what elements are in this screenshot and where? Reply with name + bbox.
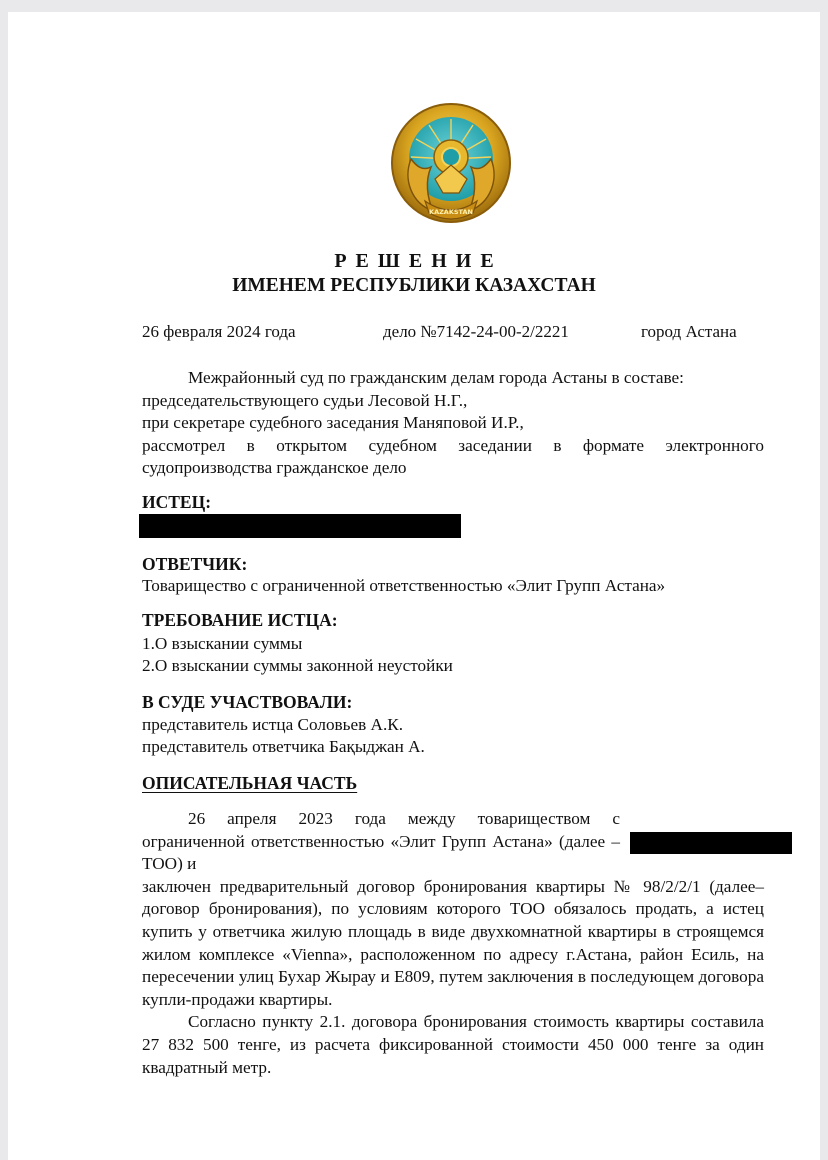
case-number: дело №7142-24-00-2/2221 <box>383 322 569 341</box>
document-title: РЕШЕНИЕ <box>334 250 503 272</box>
descriptive-paragraph-2: Согласно пункту 2.1. договора бронирования стоимость квартиры составила 27 832 500 тенге, из расчета фиксированной стоимости 450 000 тенге за один квадратный метр. <box>142 1012 764 1077</box>
participant-2: представитель ответчика Бақыджан А. <box>142 737 425 756</box>
court-intro <box>142 367 764 480</box>
plaintiff-heading: ИСТЕЦ: <box>142 492 212 512</box>
defendant-name: Товарищество с ограниченной ответственностью «Элит Групп Астана» <box>142 576 666 595</box>
kazakhstan-state-emblem <box>389 101 513 229</box>
claim-item-2: 2.О взыскании суммы законной неустойки <box>142 656 453 675</box>
participant-1: представитель истца Соловьев А.К. <box>142 715 404 734</box>
desc-p1-start: 26 апреля 2023 года между товариществом с ограниченной ответственностью «Элит Групп Астана» (далее – ТОО) и <box>142 809 620 874</box>
claim-item-1: 1.О взыскании суммы <box>142 634 303 653</box>
intro-line-2: председательствующего судьи Лесовой Н.Г., <box>142 390 468 410</box>
city: город Астана <box>641 322 737 341</box>
document-subtitle: ИМЕНЕМ РЕСПУБЛИКИ КАЗАХСТАН <box>232 275 596 296</box>
desc-p1-rest: заключен предварительный договор бронирования квартиры № 98/2/2/1 (далее–договор бронирования), по условиям которого ТОО обязалось продать, а истец купить у ответчика жилую площадь в виде двухкомнатной квартиры в строящемся жилом комплексе «Vienna», расположенном по адресу г.Астана, район Есиль, на пересечении улиц Бухар Жырау и Е809, путем заключения в последующем договора купли-продажи квартиры. <box>142 876 764 1009</box>
descriptive-part-heading: ОПИСАТЕЛЬНАЯ ЧАСТЬ <box>142 773 358 793</box>
emblem-text: KAZAKSTAN <box>429 208 473 216</box>
intro-line-1: Межрайонный суд по гражданским делам города Астаны в составе: <box>188 368 684 387</box>
decision-date: 26 февраля 2024 года <box>142 322 296 341</box>
redacted-plaintiff-name-2 <box>630 832 792 854</box>
redacted-plaintiff-name <box>139 514 461 538</box>
intro-line-4: рассмотрел в открытом судебном заседании в формате электронного судопроизводства гражданское дело <box>142 435 764 478</box>
intro-line-3: при секретаре судебного заседания Маняповой И.Р., <box>142 413 524 433</box>
participants-heading: В СУДЕ УЧАСТВОВАЛИ: <box>142 692 353 712</box>
claims-heading: ТРЕБОВАНИЕ ИСТЦА: <box>142 610 338 630</box>
defendant-heading: ОТВЕТЧИК: <box>142 554 248 574</box>
